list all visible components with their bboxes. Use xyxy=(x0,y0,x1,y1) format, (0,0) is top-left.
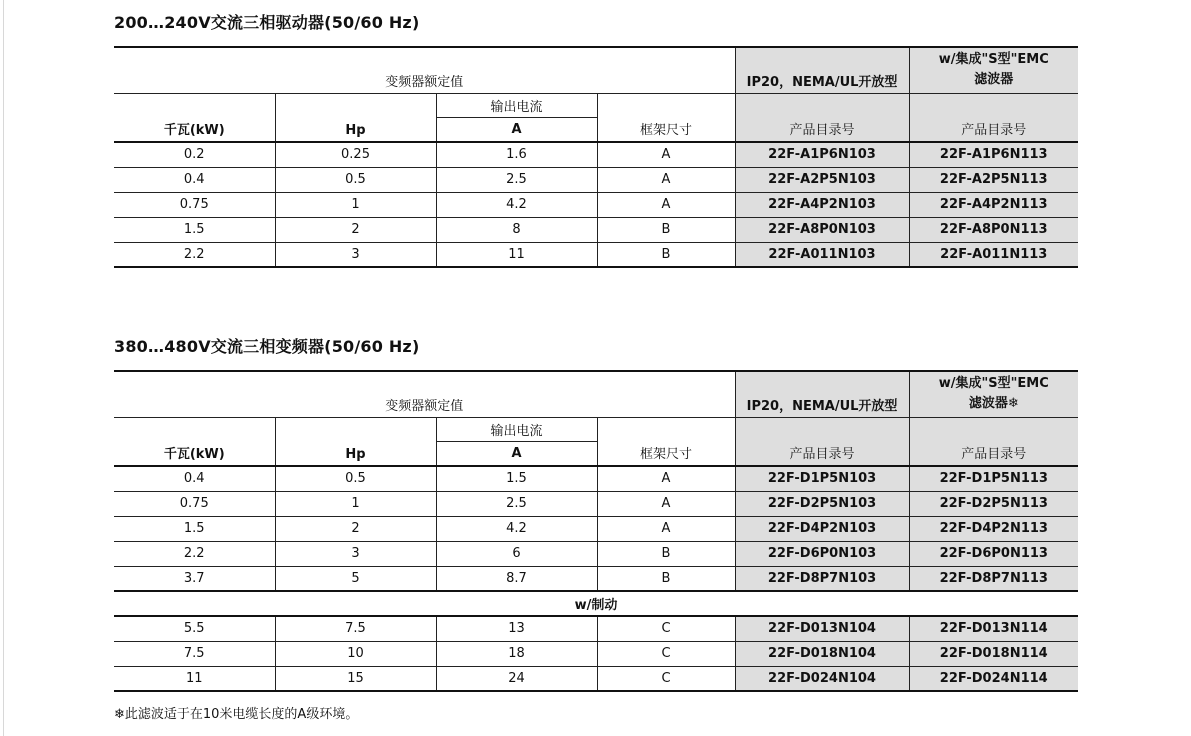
kw-cell: 0.2 xyxy=(114,142,275,167)
hp-cell: 7.5 xyxy=(275,616,436,641)
catalog-number-emc-cell: 22F-D018N114 xyxy=(909,641,1078,666)
catalog-number-cell: 22F-D8P7N103 xyxy=(735,566,909,591)
table2-emc-header-line2: 滤波器❄ xyxy=(968,395,1019,411)
footnote: ❄此滤波适于在10米电缆长度的A级环境。 xyxy=(114,707,359,722)
kw-cell: 0.75 xyxy=(114,491,275,516)
amps-cell: 8.7 xyxy=(436,566,597,591)
table2-title: 380…480V交流三相变频器(50/60 Hz) xyxy=(114,337,420,356)
kw-cell: 1.5 xyxy=(114,217,275,242)
table2-output-current-header: 输出电流 xyxy=(436,417,597,441)
table1-amps-header: A xyxy=(436,117,597,142)
hp-cell: 3 xyxy=(275,242,436,267)
amps-cell: 1.6 xyxy=(436,142,597,167)
catalog-number-emc-cell: 22F-D1P5N113 xyxy=(909,466,1078,491)
amps-cell: 18 xyxy=(436,641,597,666)
hp-cell: 0.5 xyxy=(275,167,436,192)
table1-title: 200…240V交流三相驱动器(50/60 Hz) xyxy=(114,13,420,32)
table-row xyxy=(114,491,1078,516)
catalog-number-emc-cell: 22F-D2P5N113 xyxy=(909,491,1078,516)
kw-cell: 11 xyxy=(114,666,275,691)
hp-cell: 3 xyxy=(275,541,436,566)
amps-cell: 4.2 xyxy=(436,192,597,217)
brake-section-label: w/制动 xyxy=(114,591,1078,616)
kw-cell: 0.75 xyxy=(114,192,275,217)
table1-emc-header-line2: 滤波器 xyxy=(974,71,1014,87)
table2-hp-header: Hp xyxy=(275,417,436,466)
amps-cell: 4.2 xyxy=(436,516,597,541)
table-row xyxy=(114,466,1078,491)
catalog-number-emc-cell: 22F-D6P0N113 xyxy=(909,541,1078,566)
table-row xyxy=(114,516,1078,541)
catalog-number-cell: 22F-A4P2N103 xyxy=(735,192,909,217)
table2 xyxy=(114,370,1078,692)
hp-cell: 1 xyxy=(275,192,436,217)
page-left-border xyxy=(3,0,4,736)
hp-cell: 5 xyxy=(275,566,436,591)
catalog-number-emc-cell: 22F-D8P7N113 xyxy=(909,566,1078,591)
hp-cell: 1 xyxy=(275,491,436,516)
table1-kw-header: 千瓦(kW) xyxy=(114,93,275,142)
frame-cell: A xyxy=(597,192,735,217)
catalog-number-emc-cell: 22F-A2P5N113 xyxy=(909,167,1078,192)
table-row xyxy=(114,217,1078,242)
table-row xyxy=(114,142,1078,167)
catalog-number-cell: 22F-D024N104 xyxy=(735,666,909,691)
catalog-number-cell: 22F-A1P6N103 xyxy=(735,142,909,167)
catalog-number-cell: 22F-D6P0N103 xyxy=(735,541,909,566)
hp-cell: 0.5 xyxy=(275,466,436,491)
catalog-number-emc-cell: 22F-D013N114 xyxy=(909,616,1078,641)
kw-cell: 2.2 xyxy=(114,242,275,267)
hp-cell: 2 xyxy=(275,217,436,242)
catalog-number-cell: 22F-D1P5N103 xyxy=(735,466,909,491)
frame-cell: A xyxy=(597,466,735,491)
hp-cell: 0.25 xyxy=(275,142,436,167)
frame-cell: A xyxy=(597,142,735,167)
hp-cell: 15 xyxy=(275,666,436,691)
frame-cell: B xyxy=(597,242,735,267)
frame-cell: A xyxy=(597,167,735,192)
catalog-number-emc-cell: 22F-D024N114 xyxy=(909,666,1078,691)
table2-frame-header: 框架尺寸 xyxy=(597,417,735,466)
catalog-number-emc-cell: 22F-A011N113 xyxy=(909,242,1078,267)
table1 xyxy=(114,46,1078,268)
table2-ip20-header: IP20，NEMA/UL开放型 xyxy=(735,371,909,417)
table1-catalog1-header: 产品目录号 xyxy=(735,93,909,142)
amps-cell: 8 xyxy=(436,217,597,242)
table1-frame-header: 框架尺寸 xyxy=(597,93,735,142)
table1-ip20-header: IP20，NEMA/UL开放型 xyxy=(735,47,909,93)
table-row xyxy=(114,242,1078,267)
table2-catalog2-header: 产品目录号 xyxy=(909,417,1078,466)
frame-cell: B xyxy=(597,566,735,591)
table2-kw-header: 千瓦(kW) xyxy=(114,417,275,466)
amps-cell: 1.5 xyxy=(436,466,597,491)
table-row xyxy=(114,566,1078,591)
kw-cell: 3.7 xyxy=(114,566,275,591)
table-row xyxy=(114,167,1078,192)
catalog-number-cell: 22F-D013N104 xyxy=(735,616,909,641)
table-row xyxy=(114,192,1078,217)
table-row xyxy=(114,616,1078,641)
catalog-number-cell: 22F-D4P2N103 xyxy=(735,516,909,541)
frame-cell: C xyxy=(597,616,735,641)
table1-catalog2-header: 产品目录号 xyxy=(909,93,1078,142)
table2-emc-header xyxy=(909,371,1078,417)
catalog-number-emc-cell: 22F-A8P0N113 xyxy=(909,217,1078,242)
kw-cell: 0.4 xyxy=(114,167,275,192)
table2-group-header: 变频器额定值 xyxy=(114,371,735,417)
table2-amps-header: A xyxy=(436,441,597,466)
amps-cell: 11 xyxy=(436,242,597,267)
table-row xyxy=(114,641,1078,666)
table-row xyxy=(114,541,1078,566)
table-row xyxy=(114,666,1078,691)
catalog-number-cell: 22F-A8P0N103 xyxy=(735,217,909,242)
frame-cell: A xyxy=(597,491,735,516)
kw-cell: 0.4 xyxy=(114,466,275,491)
kw-cell: 7.5 xyxy=(114,641,275,666)
table1-emc-header-line1: w/集成"S型"EMC xyxy=(938,51,1049,67)
table1-group-header: 变频器额定值 xyxy=(114,47,735,93)
catalog-number-emc-cell: 22F-A4P2N113 xyxy=(909,192,1078,217)
table1-output-current-header: 输出电流 xyxy=(436,93,597,117)
catalog-number-cell: 22F-D2P5N103 xyxy=(735,491,909,516)
catalog-number-cell: 22F-D018N104 xyxy=(735,641,909,666)
frame-cell: B xyxy=(597,541,735,566)
catalog-number-cell: 22F-A2P5N103 xyxy=(735,167,909,192)
catalog-number-emc-cell: 22F-A1P6N113 xyxy=(909,142,1078,167)
kw-cell: 2.2 xyxy=(114,541,275,566)
hp-cell: 2 xyxy=(275,516,436,541)
amps-cell: 2.5 xyxy=(436,167,597,192)
catalog-number-cell: 22F-A011N103 xyxy=(735,242,909,267)
table1-emc-header xyxy=(909,47,1078,93)
table2-emc-header-line1: w/集成"S型"EMC xyxy=(938,375,1049,391)
amps-cell: 13 xyxy=(436,616,597,641)
kw-cell: 1.5 xyxy=(114,516,275,541)
frame-cell: C xyxy=(597,666,735,691)
frame-cell: A xyxy=(597,516,735,541)
amps-cell: 6 xyxy=(436,541,597,566)
amps-cell: 2.5 xyxy=(436,491,597,516)
kw-cell: 5.5 xyxy=(114,616,275,641)
frame-cell: C xyxy=(597,641,735,666)
hp-cell: 10 xyxy=(275,641,436,666)
catalog-number-emc-cell: 22F-D4P2N113 xyxy=(909,516,1078,541)
frame-cell: B xyxy=(597,217,735,242)
amps-cell: 24 xyxy=(436,666,597,691)
table2-catalog1-header: 产品目录号 xyxy=(735,417,909,466)
table1-hp-header: Hp xyxy=(275,93,436,142)
